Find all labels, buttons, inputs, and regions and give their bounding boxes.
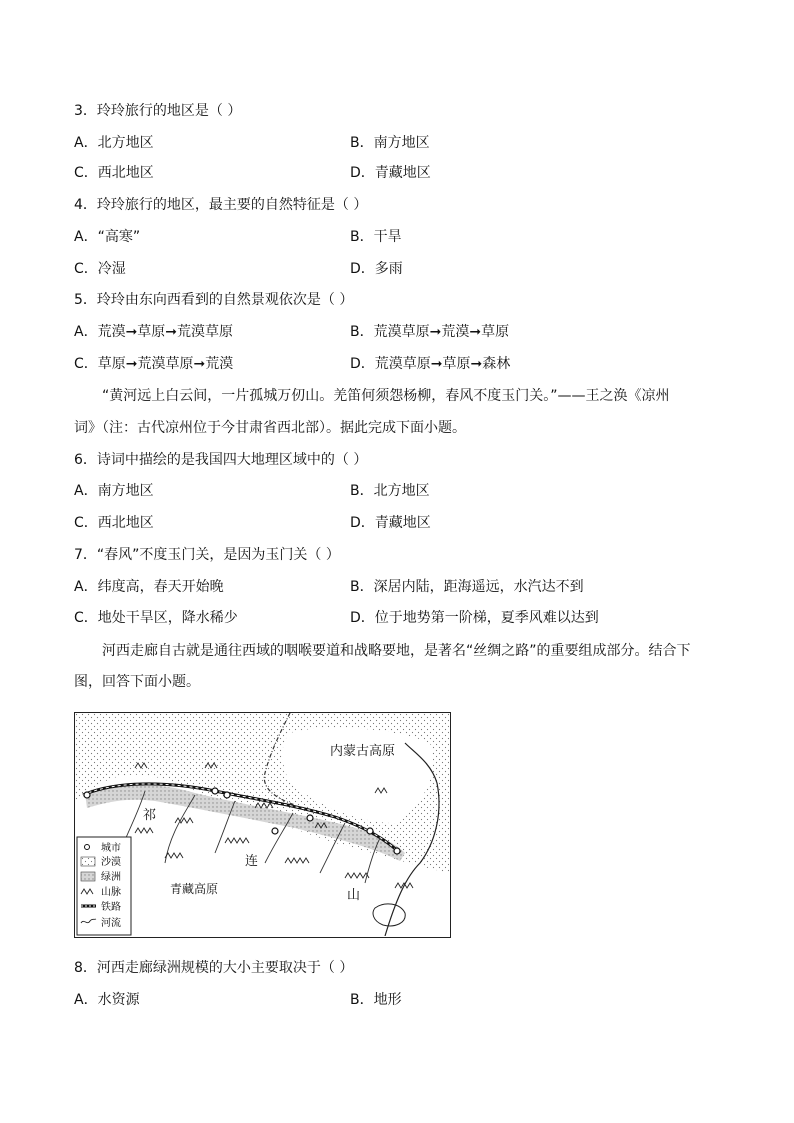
legend-desert-symbol bbox=[81, 857, 95, 866]
map-legend bbox=[77, 837, 131, 935]
question-7-option-d: D．位于地势第一阶梯，夏季风难以达到 bbox=[350, 610, 599, 626]
question-6-stem: 6．诗词中描绘的是我国四大地理区域中的（ ） bbox=[74, 452, 368, 468]
legend-railway: 铁路 bbox=[101, 902, 121, 913]
question-7-option-a: A．纬度高，春天开始晚 bbox=[74, 579, 224, 595]
question-6-option-d: D．青藏地区 bbox=[350, 515, 431, 531]
legend-oasis: 绿洲 bbox=[101, 872, 121, 883]
question-3-option-a: A．北方地区 bbox=[74, 135, 154, 151]
question-4-stem: 4．玲玲旅行的地区，最主要的自然特征是（ ） bbox=[74, 197, 368, 213]
passage-2-line-1: 河西走廊自古就是通往西域的咽喉要道和战略要地，是著名“丝绸之路”的重要组成部分。结合下 bbox=[102, 643, 691, 659]
question-4-option-d: D．多雨 bbox=[350, 261, 403, 277]
question-7-option-c: C．地处干旱区，降水稀少 bbox=[74, 610, 238, 626]
map-drawing bbox=[75, 713, 449, 936]
legend-desert: 沙漠 bbox=[101, 857, 121, 868]
question-7-option-b: B．深居内陆，距海遥远，水汽达不到 bbox=[350, 579, 584, 595]
legend-city-symbol bbox=[85, 845, 90, 850]
question-8-stem: 8．河西走廊绿洲规模的大小主要取决于（ ） bbox=[74, 960, 354, 976]
passage-1-line-1: “黄河远上白云间，一片孤城万仞山。羌笛何须怨杨柳，春风不度玉门关。”——王之涣《凉州 bbox=[102, 388, 670, 404]
question-5-stem: 5．玲玲由东向西看到的自然景观依次是（ ） bbox=[74, 292, 354, 308]
legend-mountain: 山脉 bbox=[101, 887, 121, 898]
question-8-option-a: A．水资源 bbox=[74, 992, 140, 1008]
label-mongolia-plateau: 内蒙古高原 bbox=[330, 744, 396, 759]
passage-1-line-2: 词》（注：古代凉州位于今甘肃省西北部）。据此完成下面小题。 bbox=[74, 420, 466, 436]
label-qi: 祁 bbox=[143, 808, 157, 823]
question-4-option-a: A．“高寒” bbox=[74, 229, 141, 245]
legend-city: 城市 bbox=[101, 843, 121, 854]
passage-2-line-2: 图，回答下面小题。 bbox=[74, 674, 200, 690]
question-5-option-b: B．荒漠草原➞荒漠➞草原 bbox=[350, 324, 510, 340]
question-6-option-c: C．西北地区 bbox=[74, 515, 154, 531]
question-6-option-b: B．北方地区 bbox=[350, 483, 430, 499]
label-tibet-plateau: 青藏高原 bbox=[170, 882, 219, 896]
label-shan: 山 bbox=[347, 888, 361, 903]
question-5-option-d: D．荒漠草原➞草原➞森林 bbox=[350, 356, 511, 372]
question-3-stem: 3．玲玲旅行的地区是（ ） bbox=[74, 103, 242, 119]
question-5-option-a: A．荒漠➞草原➞荒漠草原 bbox=[74, 324, 234, 340]
question-4-option-b: B．干旱 bbox=[350, 229, 402, 245]
question-8-option-b: B．地形 bbox=[350, 992, 402, 1008]
legend-oasis-symbol bbox=[81, 872, 95, 881]
legend-river: 河流 bbox=[101, 918, 121, 929]
label-lian: 连 bbox=[245, 854, 259, 869]
question-3-option-c: C．西北地区 bbox=[74, 165, 154, 181]
question-3-option-d: D．青藏地区 bbox=[350, 165, 431, 181]
question-5-option-c: C．草原➞荒漠草原➞荒漠 bbox=[74, 356, 234, 372]
question-4-option-c: C．冷湿 bbox=[74, 261, 126, 277]
question-6-option-a: A．南方地区 bbox=[74, 483, 154, 499]
question-3-option-b: B．南方地区 bbox=[350, 135, 430, 151]
hexi-corridor-map bbox=[74, 712, 451, 938]
question-7-stem: 7．“春风”不度玉门关，是因为玉门关（ ） bbox=[74, 547, 340, 563]
